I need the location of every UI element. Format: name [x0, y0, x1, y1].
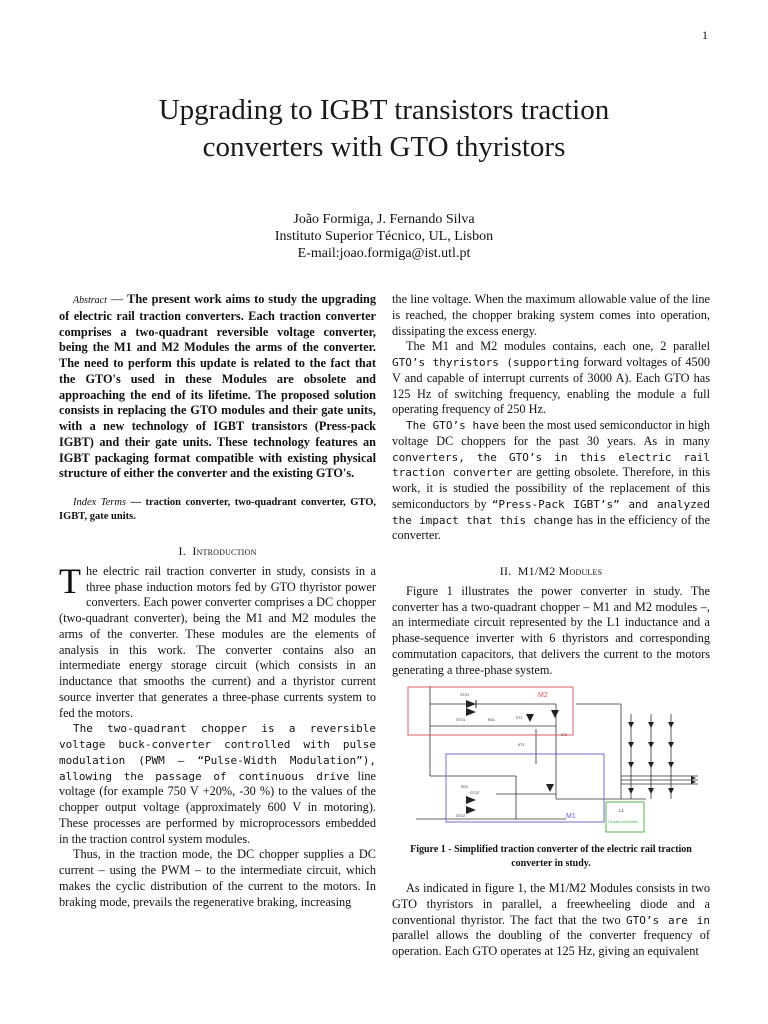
section-numeral: I. — [178, 544, 186, 558]
modules-p2a: As indicated in figure 1, the M1/M2 Modules consists in two GTO thyristors in parallel, a freewheeling diode and a conventional thyristor. The fact that the two — [392, 881, 710, 927]
institution: Instituto Superior Técnico, UL, Lisbon — [274, 229, 494, 244]
gto1b-label: GTO1' — [460, 693, 470, 698]
figure-caption: Figure 1 - Simplified traction converter of the electric rail traction converter in study. — [410, 844, 692, 869]
authors: João Formiga, J. Fernando Silva — [293, 212, 475, 227]
email: E-mail:joao.formiga@ist.utl.pt — [297, 246, 471, 261]
abstract-label: Abstract — [73, 295, 107, 306]
intro-paragraph-2 — [59, 721, 376, 847]
m1-label: M1 — [566, 813, 576, 821]
author-block — [0, 211, 768, 262]
kt3-label: KT3 — [518, 743, 525, 748]
intro-p1-text: he electric rail traction converter in study, consists in a three phase induction motors fed by GTO thyristor power converters. Each power converter comprises a DC chopper (two-quadrant converter), being the M1 and M2 modules the arms of the converter. These modules are the elements of analysis in this work. The converter contains also an intermediate energy storage circuit (which consists in an inductance that smooths the current) and a thyristor current source inverter that generates a three-phase currents system to fed the motors. — [59, 563, 376, 720]
right-p3c: converters, the GTO’s in this electric rail traction converter — [392, 450, 710, 480]
page-number: 1 — [702, 28, 708, 42]
l1-box — [606, 802, 644, 832]
right-p3f: has in the efficiency of the converter. — [392, 512, 711, 543]
right-paragraph-1: the line voltage. When the maximum allowable value of the line is reached, the chopper braking system comes into operation, dissipating the excess energy. — [392, 292, 710, 338]
paper-title — [0, 92, 768, 166]
rd1-label: RD1 — [488, 718, 495, 723]
abstract — [59, 292, 376, 482]
circuit-wires — [416, 686, 698, 819]
right-p3a: The GTO’s have — [406, 419, 499, 432]
drop-cap: T — [59, 560, 81, 601]
circuit-figure — [406, 684, 706, 834]
title-line-2: converters with GTO thyristors — [202, 131, 566, 163]
index-terms — [59, 496, 376, 524]
section-heading-modules — [392, 564, 710, 580]
modules-paragraph-1: Figure 1 illustrates the power converter in study. The converter has a two-quadrant chopper – M1 and M2 modules –, an intermediate circuit represented by the L1 inductance and a phase-sequence inverter with 6 thyristors and corresponding commutation capacitors, that delivers the current to the motors generating a three-phase system. — [392, 583, 710, 677]
right-paragraph-3 — [392, 418, 710, 544]
section-numeral: II. — [499, 564, 512, 578]
right-p2a: The M1 and M2 modules contains, each one, 2 parallel — [406, 339, 710, 354]
intro-paragraph-3: Thus, in the traction mode, the DC chopper supplies a DC current – using the PWM – to the intermediate circuit, which makes the cyclic distribution of the current to the motors. In braking mode, prevails the regenerative braking, increasing — [59, 847, 376, 909]
gto2b-label: GTO2' — [470, 791, 480, 796]
left-column — [59, 292, 376, 910]
right-p3e: “Press-Pack IGBT’s” and analyzed the impact that this change — [392, 497, 710, 527]
kt2-label: KT2 — [561, 733, 568, 738]
right-p3d: are getting obsolete. Therefore, in this work, it is studied the possibility of the replacement of this semiconductors by — [392, 465, 710, 511]
section-heading-introduction — [59, 544, 376, 560]
right-column — [392, 292, 710, 960]
abstract-dash: — — [106, 292, 128, 306]
right-p2c: forward voltages of 4500 V and capable of interrupt currents of 3000 A). Each GTO has 125 Hz of switching frequency, enabling the module a full operating frequency of 250 Hz. — [392, 355, 710, 417]
thyristor-symbols — [466, 700, 696, 814]
modules-paragraph-2 — [392, 881, 710, 960]
modules-p2b: GTO’s are in — [626, 913, 711, 927]
right-p3b: been the most used semiconductor in high voltage DC choppers for the past 30 years. As in many — [392, 418, 710, 448]
title-line-1: Upgrading to IGBT transistors traction — [158, 94, 610, 126]
rd2-label: RD2 — [461, 785, 468, 790]
gto2-label: GTO2 — [456, 814, 466, 819]
index-terms-text: — traction converter, two-quadrant converter, GTO, IGBT, gate units. — [59, 497, 376, 522]
intro-paragraph-1 — [59, 560, 376, 722]
kt1-label: KT1 — [516, 716, 523, 721]
gto1-label: GTO1 — [456, 718, 466, 723]
section-title: M1/M2 Modules — [517, 564, 603, 578]
modules-p2c: parallel allows the doubling of the converter frequency of operation. Each GTO operates at 125 Hz, giving an equivalent — [392, 928, 710, 958]
right-p2b: GTO’s thyristors (supporting — [392, 356, 580, 369]
abstract-text: The present work aims to study the upgrading of electric rail traction converters. Each traction converter comprises a two-quadrant reversible voltage converter, being the M1 and M2 Modules the arms of the converter. The need to perform this update is related to the fact that the GTO's used in these Modules are obsolete and approaching the end of its lifetime. The proposed solution consists in replacing the GTO modules and their gate units, with a new technology of IGBT transistors (Press-pack IGBT) and their gate units. These technology features an IGBT packaging format compatible with existing physical structure of either the converter and the existing GTO's. — [59, 292, 377, 481]
section-title: Introduction — [192, 544, 257, 558]
index-terms-label: Index Terms — [73, 497, 127, 508]
intro-p2b: line voltage (for example 750 V +20%, -30 %) to the values of the chopper output voltage (approximately 600 V in motoring). These processes are performed by microprocessors embedded in the traction control system modules. — [59, 768, 376, 846]
right-paragraph-2 — [392, 339, 710, 418]
intro-p2a: The two-quadrant chopper is a reversible voltage buck-converter controlled with pulse modulation (PWM – “Pulse-Width Modulation”), allowing the passage of continuous drive — [59, 722, 376, 783]
intermediate-label: Circuito Intermédio — [608, 820, 639, 825]
m2-label: M2 — [538, 692, 548, 700]
l1-label: L1 — [619, 808, 625, 814]
